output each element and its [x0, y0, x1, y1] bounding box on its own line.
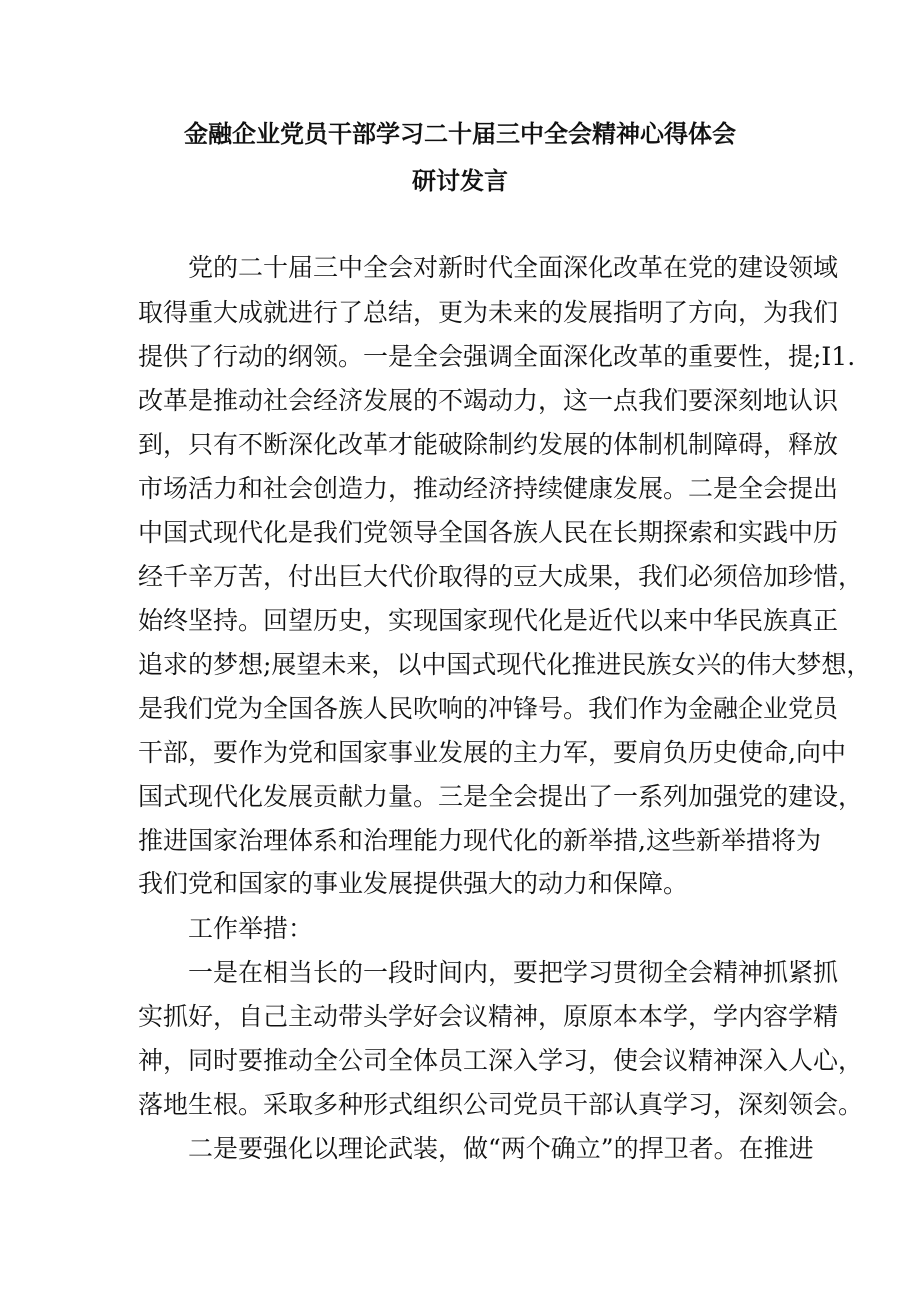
body-line: 一是在相当长的一段时间内，要把学习贯彻全会精神抓紧抓 — [188, 958, 839, 987]
body-line: 神，同时要推动全公司全体员工深入学习，使会议精神深入人心， — [138, 1046, 864, 1075]
body-line: 经千辛万苦，付出巨大代价取得的豆大成果，我们必须倍加珍惜， — [138, 562, 864, 591]
body-line: 市场活力和社会创造力，推动经济持续健康发展。二是全会提出 — [138, 474, 839, 503]
body-line: 提供了行动的纲领。一是全会强调全面深化改革的重要性，提;I1. — [138, 342, 856, 371]
document-title-line-2: 研讨发言 — [412, 167, 508, 195]
body-line: 干部，要作为党和国家事业发展的主力军，要肩负历史使命,向中 — [138, 738, 846, 767]
body-line: 始终坚持。回望历史，实现国家现代化是近代以来中华民族真正 — [138, 606, 839, 635]
body-line: 二是要强化以理论武装，做“两个确立”的捍卫者。在推进 — [188, 1134, 814, 1163]
body-line: 推进国家治理体系和治理能力现代化的新举措,这些新举措将为 — [138, 826, 821, 855]
body-line: 实抓好，自己主动带头学好会议精神，原原本本学，学内容学精 — [138, 1002, 839, 1031]
body-line: 是我们党为全国各族人民吹响的冲锋号。我们作为金融企业党员 — [138, 694, 839, 723]
document-title-line-1: 金融企业党员干部学习二十届三中全会精神心得体会 — [184, 120, 736, 148]
body-line: 追求的梦想;展望未来，以中国式现代化推进民族女兴的伟大梦想， — [138, 650, 872, 679]
body-line: 取得重大成就进行了总结，更为未来的发展指明了方向，为我们 — [138, 298, 839, 327]
body-line: 我们党和国家的事业发展提供强大的动力和保障。 — [138, 869, 689, 898]
body-line: 到，只有不断深化改革才能破除制约发展的体制机制障碍，释放 — [138, 430, 839, 459]
body-line: 改革是推动社会经济发展的不竭动力，这一点我们要深刻地认识 — [138, 386, 839, 415]
body-line: 国式现代化发展贡献力量。三是全会提出了一系列加强党的建设， — [138, 782, 864, 811]
body-line: 落地生根。采取多种形式组织公司党员干部认真学习，深刻领会。 — [138, 1090, 864, 1119]
body-line: 党的二十届三中全会对新时代全面深化改革在党的建设领域 — [188, 253, 839, 282]
body-line: 中国式现代化是我们党领导全国各族人民在长期探索和实践中历 — [138, 518, 839, 547]
section-heading: 工作举措： — [188, 914, 314, 943]
